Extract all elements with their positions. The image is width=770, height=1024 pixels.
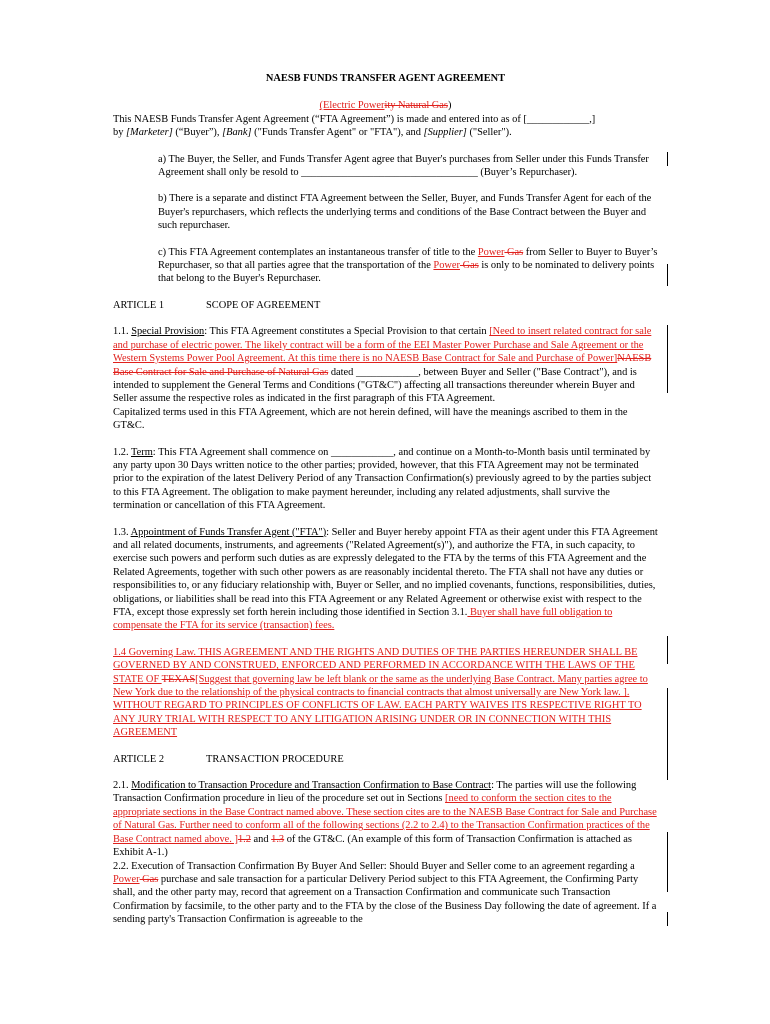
section-2-2: 2.2. Execution of Transaction Confirmation By Buyer And Seller: Should Buyer and Seller come to an agreement regarding a Power Gas purchase and sale transaction for a particular Delivery Period subject to this FTA Agreement, the Confirming Party shall, and the other party may, record that agreement on a Transaction Confirmation and communicate such Transaction Confirmation by facsimile, to the other party and to the FTA by the close of the Business Day following the date of agreement. If a sending party's Transaction Confirmation is agreeable to the (113, 860, 657, 926)
article-2-heading: ARTICLE 2 TRANSACTION PROCEDURE (113, 753, 344, 765)
change-bar (667, 688, 668, 780)
section-1-1: 1.1. Special Provision: This FTA Agreement constitutes a Special Provision to that certain [Need to insert related contract for sale and purchase of electric power. The likely contract will be a form of the EEI Master Power Purchase and Sale Agreement or the Western Systems Power Pool Agreement. At this time there is no NAESB Base Contract for Sale and Purchase of Power]NAESB Base Contract for Sale and Purchase of Natural Gas dated ____________, between Buyer and Seller ("Base Contract"), and is intended to supplement the General Terms and Conditions ("GT&C") affecting all transactions thereunder wherein Buyer and Seller assume the respective roles as indicated in the first paragraph of this FTA Agreement. Capitalized terms used in this FTA Agreement, which are not herein defined, will have the meanings ascribed to them in the GT&C. (113, 326, 652, 432)
article-1-heading: ARTICLE 1 SCOPE OF AGREEMENT (113, 299, 321, 311)
change-bar (667, 264, 668, 286)
inserted-text: (Electric Power (319, 100, 385, 112)
recital-a: a) The Buyer, the Seller, and Funds Transfer Agent agree that Buyer's purchases from Seller under this Funds Transfer Agreement shall only be resold to __________________________________ (Buyer’s Repurchaser). (158, 153, 649, 179)
section-1-3: 1.3. Appointment of Funds Transfer Agent ("FTA"): Seller and Buyer hereby appoint FTA as their agent under this FTA Agreement and all related documents, instruments, and agreements ("Related Agreement(s)"), and authorize the FTA, in such capacity, to exercise such powers and perform such duties as are expressly delegated to the FTA by the terms of this FTA Agreement and the Related Agreements, together with such other powers as are reasonably incidental thereto. The FTA shall not have any duties or responsibilities to, or any fiduciary relationship with, Buyer or Seller, and no implied covenants, functions, responsibilities, duties, obligations, or liabilities shall be read into this FTA Agreement or any Related Agreement or otherwise exist with respect to the FTA, except those expressly set forth herein including those identified in Section 3.1. Buyer shall have full obligation to compensate the FTA for its service (transaction) fees. (113, 526, 658, 632)
document-title: NAESB FUNDS TRANSFER AGENT AGREEMENT (265, 73, 506, 84)
subtitle: (Electric Powerity Natural Gas) (319, 100, 452, 112)
section-1-2: 1.2. Term: This FTA Agreement shall commence on ____________, and continue on a Month-to-Month basis until terminated by any party upon 30 Days written notice to the other parties; provided, however, that this FTA Agreement may not be terminated prior to the expiration of the latest Delivery Period of any Transaction Confirmation(s) previously agreed to by the parties subject to this FTA Agreement. The obligation to make payment hereunder, including any related adjustments, shall survive the termination or cancellation of this FTA Agreement. (113, 446, 652, 512)
recital-b: b) There is a separate and distinct FTA Agreement between the Seller, Buyer, and Funds Transfer Agent for each of the Buyer's repurchasers, which reflects the underlying terms and conditions of the Base Contract between the Buyer and such repurchaser. (158, 193, 652, 232)
deleted-text: Natural Gas (395, 100, 448, 112)
change-bar (667, 325, 668, 393)
change-bar (667, 152, 668, 166)
change-bar (667, 636, 668, 664)
section-1-4: 1.4 Governing Law. THIS AGREEMENT AND THE RIGHTS AND DUTIES OF THE PARTIES HEREUNDER SHALL BE GOVERNED BY AND CONSTRUED, ENFORCED AND PERFORMED IN ACCORDANCE WITH THE LAWS OF THE STATE OF TEXAS[Suggest that governing law be left blank or the same as the underlying Base Contract. Many parties agree to New York due to the relationship of the physical contracts to financial contracts that almost universally are New York law. ]. WITHOUT REGARD TO PRINCIPLES OF CONFLICTS OF LAW. EACH PARTY WAIVES ITS RESPECTIVE RIGHT TO ANY JURY TRIAL WITH RESPECT TO ANY LITIGATION ARISING UNDER OR IN CONNECTION WITH THIS AGREEMENT (113, 646, 648, 739)
intro-paragraph: This NAESB Funds Transfer Agent Agreement (“FTA Agreement”) is made and entered into as of [____________,] by [Marketer] (“Buyer”), [Bank] ("Funds Transfer Agent" or "FTA"), and [Supplier] ("Seller"). (113, 113, 596, 139)
document-body (113, 72, 658, 927)
change-bar (667, 832, 668, 892)
deleted-text: ity (384, 100, 396, 112)
section-2-1: 2.1. Modification to Transaction Procedure and Transaction Confirmation to Base Contract: The parties will use the following Transaction Confirmation procedure in lieu of the procedure set out in Sections [need to conform the section cites to the appropriate sections in the Base Contract named above. These section cites are to the NAESB Base Contract for Sale and Purchase of Natural Gas. Further need to conform all of the following sections (2.2 to 2.4) to the Transaction Confirmation practices of the Base Contract named above. ]1.2 and 1.3 of the GT&C. (An example of this form of Transaction Confirmation is attached as Exhibit A-1.) (113, 780, 657, 859)
recital-c: c) This FTA Agreement contemplates an instantaneous transfer of title to the Power Gas from Seller to Buyer to Buyer’s Repurchaser, so that all parties agree that the transportation of the Power Gas is only to be nominated to delivery points that belong to the Buyer's Repurchaser. (158, 246, 658, 285)
change-bar (667, 912, 668, 926)
